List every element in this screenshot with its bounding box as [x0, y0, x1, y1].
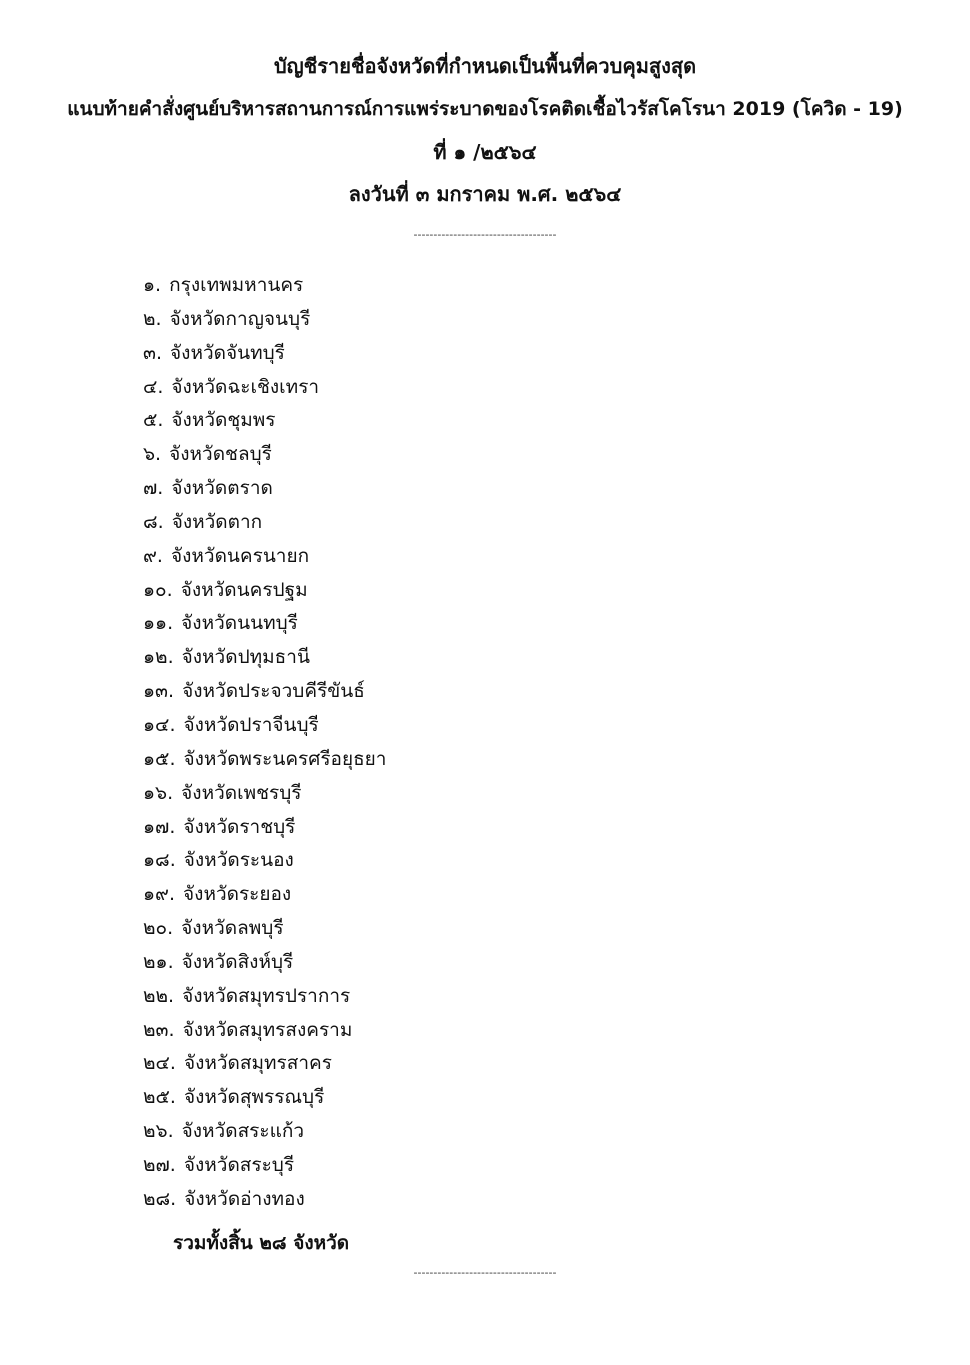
- item-number: ๑๑.: [143, 612, 174, 635]
- item-name: จังหวัดประจวบคีรีขันธ์: [182, 680, 365, 703]
- item-name: จังหวัดระยอง: [183, 883, 292, 906]
- list-item: [143, 946, 386, 980]
- item-name: จังหวัดชุมพร: [171, 409, 276, 432]
- list-item: [143, 878, 386, 912]
- item-name: จังหวัดเพชรบุรี: [181, 781, 302, 804]
- list-item: [143, 743, 386, 777]
- item-number: ๔.: [143, 375, 164, 398]
- list-item: [143, 506, 386, 540]
- item-name: จังหวัดฉะเชิงเทรา: [171, 375, 320, 398]
- item-number: ๑๐.: [143, 578, 173, 601]
- item-number: ๒๐.: [143, 917, 174, 940]
- list-item: [143, 1149, 386, 1183]
- item-name: จังหวัดจันทบุรี: [170, 341, 285, 364]
- item-name: จังหวัดพระนครศรีอยุธยา: [183, 747, 387, 770]
- list-item: [143, 269, 386, 303]
- item-number: ๑๕.: [143, 747, 176, 770]
- item-name: จังหวัดปราจีนบุรี: [183, 713, 319, 736]
- list-item: [143, 980, 386, 1014]
- item-name: จังหวัดปทุมธานี: [181, 646, 310, 669]
- list-item: [143, 303, 386, 337]
- item-name: จังหวัดสมุทรสงคราม: [182, 1018, 353, 1041]
- item-number: ๒๗.: [143, 1153, 176, 1176]
- item-name: จังหวัดราชบุรี: [183, 815, 296, 838]
- item-name: จังหวัดนครปฐม: [180, 578, 308, 601]
- item-name: จังหวัดนนทบุรี: [181, 612, 298, 635]
- item-number: ๑๓.: [143, 680, 175, 703]
- item-name: จังหวัดสิงห์บุรี: [181, 950, 294, 973]
- item-number: ๒๓.: [143, 1018, 175, 1041]
- list-item: [143, 404, 386, 438]
- province-list: [143, 269, 386, 1217]
- list-item: [143, 337, 386, 371]
- list-item: [143, 574, 386, 608]
- item-number: ๑๒.: [143, 646, 174, 669]
- item-number: ๑๘.: [143, 849, 176, 872]
- list-item: [143, 1014, 386, 1048]
- item-number: ๒๑.: [143, 950, 174, 973]
- list-item: [143, 1183, 386, 1217]
- order-number: ที่ ๑ /๒๕๖๔: [433, 140, 537, 164]
- list-item: [143, 1115, 386, 1149]
- list-item: [143, 811, 386, 845]
- item-number: ๑.: [143, 274, 162, 296]
- item-number: ๓.: [143, 341, 163, 364]
- item-number: ๒๖.: [143, 1120, 174, 1143]
- document-title: บัญชีรายชื่อจังหวัดที่กำหนดเป็นพื้นที่ควบคุมสูงสุด: [273, 54, 697, 78]
- item-number: ๒๒.: [143, 984, 175, 1007]
- item-number: ๒.: [143, 307, 162, 330]
- list-item: [143, 709, 386, 743]
- item-name: จังหวัดสมุทรปราการ: [182, 984, 351, 1007]
- list-item: [143, 438, 386, 472]
- item-number: ๑๙.: [143, 883, 176, 906]
- item-number: ๕.: [143, 409, 164, 432]
- list-item: [143, 777, 386, 811]
- item-number: ๒๕.: [143, 1086, 176, 1109]
- item-number: ๑๖.: [143, 781, 174, 804]
- document-subtitle: แนบท้ายคำสั่งศูนย์บริหารสถานการณ์การแพร่ระบาดของโรคติดเชื้อไวรัสโคโรนา 2019 (โควิด - 19): [67, 98, 903, 120]
- list-item: [143, 641, 386, 675]
- item-name: จังหวัดนครนายก: [170, 544, 310, 567]
- list-item: [143, 675, 386, 709]
- item-number: ๒๔.: [143, 1052, 176, 1075]
- bottom-divider: ------------------------------------: [413, 1266, 557, 1279]
- item-name: จังหวัดระนอง: [183, 849, 294, 872]
- list-item: [143, 1081, 386, 1115]
- item-name: จังหวัดกาญจนบุรี: [169, 307, 311, 330]
- item-name: จังหวัดสระแก้ว: [181, 1120, 304, 1143]
- item-name: จังหวัดลพบุรี: [181, 917, 284, 940]
- item-number: ๗.: [143, 477, 164, 500]
- item-name: จังหวัดสุพรรณบุรี: [183, 1086, 325, 1109]
- item-number: ๙.: [143, 544, 163, 567]
- order-date: ลงวันที่ ๓ มกราคม พ.ศ. ๒๕๖๔: [348, 182, 622, 206]
- list-item: [143, 540, 386, 574]
- item-number: ๘.: [143, 510, 164, 533]
- item-name: จังหวัดอ่างทอง: [184, 1187, 305, 1210]
- item-name: จังหวัดสมุทรสาคร: [183, 1052, 332, 1075]
- item-number: ๖.: [143, 443, 162, 466]
- list-item: [143, 1047, 386, 1081]
- item-number: ๑๗.: [143, 815, 176, 838]
- list-item: [143, 607, 386, 641]
- item-name: กรุงเทพมหานคร: [169, 274, 304, 296]
- list-item: [143, 371, 386, 405]
- item-name: จังหวัดตราด: [171, 477, 273, 500]
- item-number: ๑๔.: [143, 713, 176, 736]
- item-name: จังหวัดชลบุรี: [169, 443, 272, 466]
- item-name: จังหวัดตาก: [171, 510, 263, 533]
- item-number: ๒๘.: [143, 1187, 177, 1210]
- list-item: [143, 912, 386, 946]
- list-item: [143, 844, 386, 878]
- top-divider: ------------------------------------: [413, 228, 557, 241]
- item-name: จังหวัดสระบุรี: [183, 1153, 295, 1176]
- total-count: รวมทั้งสิ้น ๒๘ จังหวัด: [173, 1232, 350, 1254]
- list-item: [143, 472, 386, 506]
